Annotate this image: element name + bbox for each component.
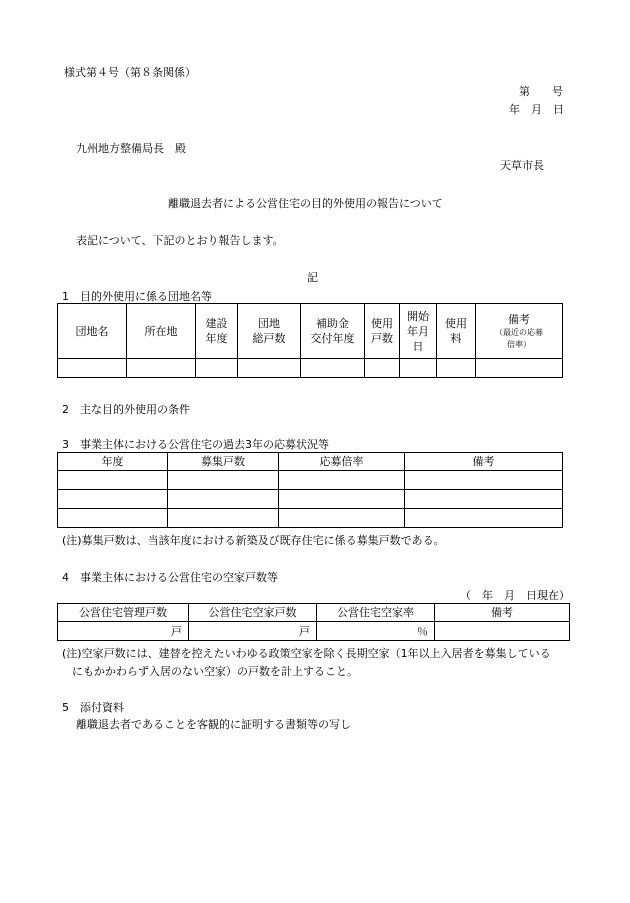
managed-units-cell[interactable]: 戸 [58, 622, 189, 641]
header-cell-remarks [476, 304, 563, 359]
vacancy-rate-cell[interactable]: ％ [317, 622, 435, 641]
header-cell-location: 所在地 [127, 304, 196, 359]
table-cell[interactable] [168, 471, 279, 490]
table-cell[interactable] [279, 471, 405, 490]
table-cell[interactable] [405, 471, 563, 490]
section3-note: (注)募集戸数は、当該年度における新築及び既存住宅に係る募集戸数である。 [62, 534, 445, 547]
table-row [58, 622, 570, 641]
table-cell[interactable] [238, 359, 301, 378]
section1-table [57, 303, 563, 378]
section4-heading: 4 事業主体における公営住宅の空家戸数等 [62, 571, 278, 584]
table-cell[interactable] [58, 359, 127, 378]
sender: 天草市長 [500, 159, 544, 172]
table-cell[interactable] [279, 509, 405, 528]
header-cell-start-date: 開始 年月 日 [400, 304, 437, 359]
header-cell-build-year: 建設 年度 [196, 304, 238, 359]
header-cell-units-used: 使用 戸数 [365, 304, 400, 359]
table-cell[interactable] [168, 509, 279, 528]
section5-item: 離職退去者であることを客観的に証明する書類等の写し [76, 718, 351, 731]
section4-note-line2: にもかかわらず入居のない空家）の戸数を計上すること。 [72, 665, 358, 678]
header-cell-vacancy-rate: 公営住宅空家率 [317, 604, 435, 622]
document-title: 離職退去者による公営住宅の目的外使用の報告について [168, 197, 443, 210]
table-cell[interactable] [437, 359, 476, 378]
header-cell-subsidy-year: 補助金 交付年度 [301, 304, 365, 359]
header-cell-total-units: 団地 総戸数 [238, 304, 301, 359]
table-cell[interactable] [168, 490, 279, 509]
table-row [58, 509, 563, 528]
table-cell[interactable] [196, 359, 238, 378]
section4-as-of-date: （ 年 月 日現在） [460, 589, 570, 602]
table-cell[interactable] [365, 359, 400, 378]
table-cell[interactable] [58, 471, 168, 490]
remarks-cell[interactable] [435, 622, 570, 641]
table-cell[interactable] [476, 359, 563, 378]
header-cell-managed-units: 公営住宅管理戸数 [58, 604, 189, 622]
table-row [58, 490, 563, 509]
table-cell[interactable] [58, 490, 168, 509]
table-cell[interactable] [127, 359, 196, 378]
form-number: 様式第４号（第８条関係） [64, 66, 196, 79]
document-number: 第 号 [519, 85, 563, 98]
remarks-label: 備考 [508, 312, 530, 326]
remarks-sublabel: （最近の応募 倍率） [495, 327, 543, 349]
table-header-row [58, 304, 563, 359]
table-cell[interactable] [58, 509, 168, 528]
table-cell[interactable] [301, 359, 365, 378]
section4-table [57, 603, 570, 641]
section2-heading: 2 主な目的外使用の条件 [62, 403, 190, 416]
ki-label: 記 [307, 271, 318, 284]
table-cell[interactable] [279, 490, 405, 509]
section3-heading: 3 事業主体における公営住宅の過去3年の応募状況等 [62, 438, 329, 451]
header-cell-remarks: 備考 [435, 604, 570, 622]
vacant-units-cell[interactable]: 戸 [189, 622, 317, 641]
header-cell-vacant-units: 公営住宅空家戸数 [189, 604, 317, 622]
header-cell-remarks: 備考 [405, 453, 563, 471]
header-cell-year: 年度 [58, 453, 168, 471]
document-date: 年 月 日 [509, 103, 564, 116]
header-cell-recruit-units: 募集戸数 [168, 453, 279, 471]
section4-note-line1: (注)空家戸数には、建替を控えたいわゆる政策空家を除く長期空家（1年以上入居者を募集している [62, 647, 551, 660]
section5-heading: 5 添付資料 [62, 701, 124, 714]
section1-heading: 1 目的外使用に係る団地名等 [62, 290, 212, 303]
addressee: 九州地方整備局長 殿 [76, 142, 186, 155]
header-cell-danchi: 団地名 [58, 304, 127, 359]
header-cell-fee: 使用 料 [437, 304, 476, 359]
table-cell[interactable] [400, 359, 437, 378]
table-row [58, 359, 563, 378]
intro-text: 表記について、下記のとおり報告します。 [76, 234, 284, 247]
table-cell[interactable] [405, 509, 563, 528]
table-cell[interactable] [405, 490, 563, 509]
table-row [58, 471, 563, 490]
section3-table [57, 452, 563, 528]
header-cell-ratio: 応募倍率 [279, 453, 405, 471]
table-header-row [58, 604, 570, 622]
table-header-row [58, 453, 563, 471]
